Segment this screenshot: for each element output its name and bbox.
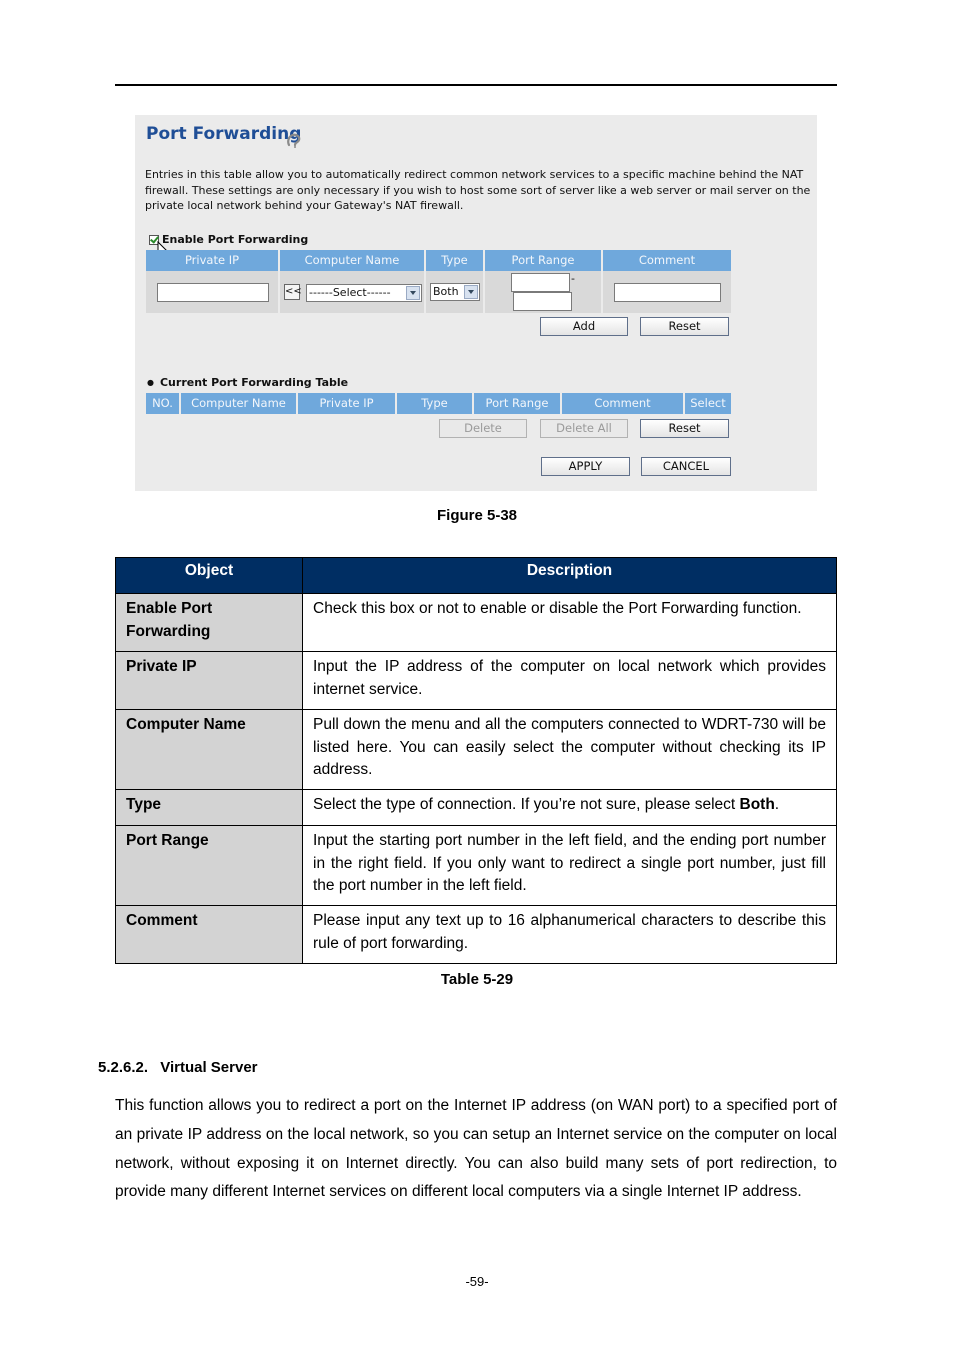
header-port-range: Port Range: [485, 250, 603, 271]
current-table-title: ● Current Port Forwarding Table: [147, 376, 348, 389]
private-ip-cell: [146, 271, 280, 313]
description-bold: Both: [739, 796, 775, 813]
add-button[interactable]: Add: [540, 317, 628, 336]
port-forwarding-screenshot: [135, 115, 817, 491]
enable-port-forwarding-label: Enable Port Forwarding: [162, 233, 309, 246]
table-row: [116, 594, 837, 652]
figure-caption: Figure 5-38: [436, 507, 518, 524]
description-table: [115, 557, 837, 964]
port-range-dash: -: [571, 272, 575, 285]
header-comment: Comment: [603, 250, 731, 271]
apply-button[interactable]: APPLY: [541, 457, 630, 476]
section-title: Virtual Server: [160, 1059, 258, 1076]
reset-button[interactable]: Reset: [640, 317, 729, 336]
port-range-start-input[interactable]: [511, 273, 570, 292]
type-cell: [426, 271, 485, 313]
description-cell: Input the starting port number in the left field, and the ending port number in the right field. If you only want to redirect a single port number, just fill the port number in the left field.: [303, 826, 837, 906]
computer-name-select-value: ------Select------: [309, 286, 391, 299]
page-title: Port Forwarding: [146, 124, 302, 144]
col-select: Select: [685, 393, 731, 414]
cancel-button[interactable]: CANCEL: [641, 457, 731, 476]
table-caption: Table 5-29: [440, 971, 514, 988]
col-comment: Comment: [562, 393, 685, 414]
header-object: Object: [116, 558, 303, 594]
current-table-header: [146, 393, 731, 414]
object-cell: Private IP: [116, 652, 303, 710]
header-type: Type: [426, 250, 485, 271]
description-cell: Pull down the menu and all the computers connected to WDRT-730 will be listed here. You can easily select the computer without checking its IP address.: [303, 710, 837, 790]
header-private-ip: Private IP: [146, 250, 280, 271]
comment-cell: [603, 271, 731, 313]
private-ip-input[interactable]: [157, 283, 269, 302]
header-rule: [115, 84, 837, 86]
description-cell: Check this box or not to enable or disable the Port Forwarding function.: [303, 594, 837, 652]
input-row: [146, 271, 731, 313]
col-type: Type: [397, 393, 474, 414]
comment-input[interactable]: [614, 283, 721, 302]
reset-table-button[interactable]: Reset: [640, 419, 729, 438]
delete-all-button[interactable]: Delete All: [540, 419, 628, 438]
table-header-row: [116, 558, 837, 594]
description-cell: Input the IP address of the computer on local network which provides internet service.: [303, 652, 837, 710]
page-number: -59-: [465, 1274, 489, 1289]
enable-port-forwarding-row[interactable]: [149, 233, 308, 246]
object-cell: Enable Port Forwarding: [116, 594, 303, 652]
type-select[interactable]: [430, 283, 480, 301]
description-text: Select the type of connection. If you’re not sure, please select: [313, 796, 740, 813]
copy-ip-button[interactable]: <<: [284, 284, 300, 300]
col-private-ip: Private IP: [298, 393, 397, 414]
type-select-value: Both: [433, 285, 459, 298]
intro-text: Entries in this table allow you to automatically redirect common network services to a specific machine behind the NAT firewall. These settings are only necessary if you wish to host some sort of server like a web server or mail server on the private local network behind your Gateway's NAT firewall.: [145, 168, 811, 212]
port-range-cell: [485, 271, 603, 313]
header-description: Description: [303, 558, 837, 594]
table-row: [116, 652, 837, 710]
object-cell: Computer Name: [116, 710, 303, 790]
section-number: 5.2.6.2.: [98, 1059, 149, 1076]
chevron-down-icon: [406, 286, 420, 300]
description-cell: [303, 790, 837, 826]
table-row: [116, 790, 837, 826]
table-row: [116, 710, 837, 790]
table-row: [116, 826, 837, 906]
col-computer-name: Computer Name: [181, 393, 298, 414]
input-table-header: [146, 250, 731, 271]
header-computer-name: Computer Name: [280, 250, 426, 271]
chevron-down-icon: [464, 285, 478, 299]
col-port-range: Port Range: [474, 393, 562, 414]
description-text: .: [774, 796, 780, 813]
computer-name-cell: [280, 271, 426, 313]
computer-name-select[interactable]: [306, 284, 422, 302]
object-cell: Comment: [116, 906, 303, 964]
table-row: [116, 906, 837, 964]
section-paragraph: This function allows you to redirect a port on the Internet IP address (on WAN port) to a specified port of an private IP address on the local network, so you can setup an Internet service on the computer on local network, without exposing it on Internet directly. You can also build many sets of port redirection, to provide many different Internet services on different local computers via a single Internet IP address.: [115, 1097, 837, 1201]
section-heading: [98, 1059, 258, 1076]
object-cell: Type: [116, 790, 303, 826]
help-icon[interactable]: [286, 131, 303, 148]
description-cell: Please input any text up to 16 alphanumerical characters to describe this rule of port forwarding.: [303, 906, 837, 964]
object-cell: Port Range: [116, 826, 303, 906]
delete-button[interactable]: Delete: [439, 419, 527, 438]
col-no: NO.: [146, 393, 181, 414]
port-range-end-input[interactable]: [513, 292, 572, 311]
